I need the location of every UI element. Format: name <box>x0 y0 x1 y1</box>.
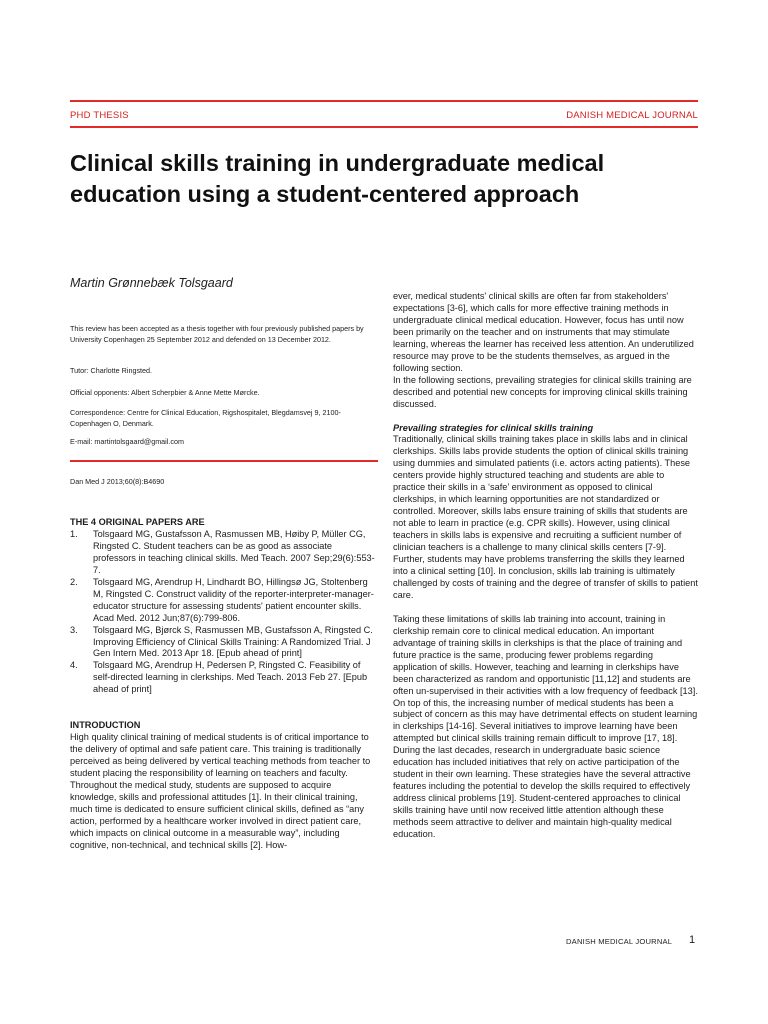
opponents-line: Official opponents: Albert Scherpbier & Anne Mette Mørcke. <box>70 388 260 397</box>
citation-line: Dan Med J 2013;60(8):B4690 <box>70 477 165 486</box>
right-paragraph-3: Traditionally, clinical skills training takes place in skills labs and in clinical clerkships. Skills labs provide students the option of clinical skills training using dummies and simulated patients (i.e. actors acting patients). These centers provide highly structured teaching and students are able to practice their skills in a ‘safe’ environment as opposed to clinical clerkships, in which learning opportunities are not standardized or controlled. Moreover, skills labs ensure training of skills that students are not able to learn in practice (e.g. CPR skills). However, using clinical teachers in skills labs is expensive and recruiting a sufficient number of clinician teachers is a challenge to many clinical skills centers [7-9]. Further, students may have problems transferring the skills they learned into a clinical setting [10]. In conclusion, skills lab training is ultimately challenged by costs of training and the degree of transfer of skills to patient care. <box>393 434 698 600</box>
list-item: 4. Tolsgaard MG, Arendrup H, Pedersen P, Ringsted C. Feasibility of self-directed learning in clerkships. Med Teach. 2013 Feb 27. [Epub ahead of print] <box>70 660 368 695</box>
right-paragraph-5: During the last decades, research in undergraduate basic science education has included initiatives that rely on active participation of the student in their own learning. These strategies have the several attractive features including the potential to develop the skills required to effectively address clinical problems [19]. Student-centered approaches to clinical skills training have until now received little attention although these methods seem attractive to deliver and maintain high-quality medical education. <box>393 745 691 839</box>
footer-journal: DANISH MEDICAL JOURNAL <box>566 937 673 946</box>
article-title: Clinical skills training in undergraduate medical education using a student-centered approach <box>70 150 605 207</box>
section-label: PHD THESIS <box>70 110 129 121</box>
right-paragraph-4: Taking these limitations of skills lab training into account, training in clerkship remain core to clinical medical education. An important advantage of training skills in clerkships is that the place of training and future practice is the same, producing fewer problems regarding application of skills. However, teaching and learning in clerkships have been characterized as random and opportunistic [11,12] and students are often un-supervised in their activities with a low frequency of feedback [13]. On top of this, the increasing number of medical students has been a subject of concern as this may have detrimental effects on student learning in clerkships [14-16]. Several initiatives to improve learning have been attempted but clinical skills training remain difficult to improve [17, 18]. <box>393 613 698 744</box>
papers-heading: THE 4 ORIGINAL PAPERS ARE <box>70 517 205 527</box>
introduction-paragraph: High quality clinical training of medical students is of critical importance to the delivery of optimal and safe patient care. This training is traditionally perceived as being delivered by vertical teaching methods from teacher to student placing the responsibility of learning on teachers and faculty. Throughout the medical study, students are supposed to acquire knowledge, skills and professional attitudes [1]. In their clinical training, much time is dedicated to ensure sufficient clinical skills, defined as “any action, performed by a healthcare worker involved in direct patient care, which impacts on clinical outcome in a measurable way”, including cognitive, non-technical, and technical skills [2]. How- <box>70 732 371 850</box>
introduction-heading: INTRODUCTION <box>70 720 141 731</box>
tutor-line: Tutor: Charlotte Ringsted. <box>70 366 153 375</box>
email-line: E-mail: martintolsgaard@gmail.com <box>70 437 184 446</box>
author-name: Martin Grønnebæk Tolsgaard <box>70 276 233 290</box>
acceptance-note: This review has been accepted as a thesis together with four previously published papers by University Copenhagen 25 September 2012 and defended on 13 December 2012. <box>70 324 364 344</box>
list-item: 1. Tolsgaard MG, Gustafsson A, Rasmussen MB, Høiby P, Müller CG, Ringsted C. Student teachers can be as good as associate professors in teaching clinical skills. Med Teach. 2007 Sep;29(6):553-7. <box>70 528 375 575</box>
meta-divider <box>70 460 378 462</box>
journal-label: DANISH MEDICAL JOURNAL <box>566 110 698 121</box>
page-number: 1 <box>689 934 696 946</box>
right-column <box>393 291 698 841</box>
header-rule <box>70 100 698 102</box>
list-item: 2. Tolsgaard MG, Arendrup H, Lindhardt BO, Hillingsø JG, Stoltenberg M, Ringsted C. Construct validity of the reporter-interpreter-manager-educator structure for assessing students' patient encounter skills. Acad Med. 2012 Jun;87(6):799-806. <box>70 576 374 623</box>
subsection-heading: Prevailing strategies for clinical skills training <box>393 422 594 433</box>
right-paragraph-2: In the following sections, prevailing strategies for clinical skills training are described and potential new concepts for improving clinical skills training discussed. <box>393 374 692 409</box>
list-item: 3. Tolsgaard MG, Bjørck S, Rasmussen MB, Gustafsson A, Ringsted C. Improving Efficiency of Clinical Skills Training: A Randomized Trial. J Gen Intern Med. 2013 Apr 18. [Epub ahead of print] <box>70 624 373 659</box>
header-rule-bottom <box>70 126 698 128</box>
correspondence-line: Correspondence: Centre for Clinical Education, Rigshospitalet, Blegdamsvej 9, 2100-Copenhagen O, Denmark. <box>70 408 341 428</box>
papers-list <box>70 529 375 696</box>
left-column <box>70 517 375 852</box>
right-paragraph-1: ever, medical students' clinical skills are often far from stakeholders' expectations [3-6], which calls for more effective training methods in undergraduate clinical medical education. However, focus has until now been primarily on the teacher and on instruments that may stimulate learning, whereas the learner has received less attention. An underutilized resource may prove to be the students themselves, as argued in the following section. <box>393 291 694 373</box>
